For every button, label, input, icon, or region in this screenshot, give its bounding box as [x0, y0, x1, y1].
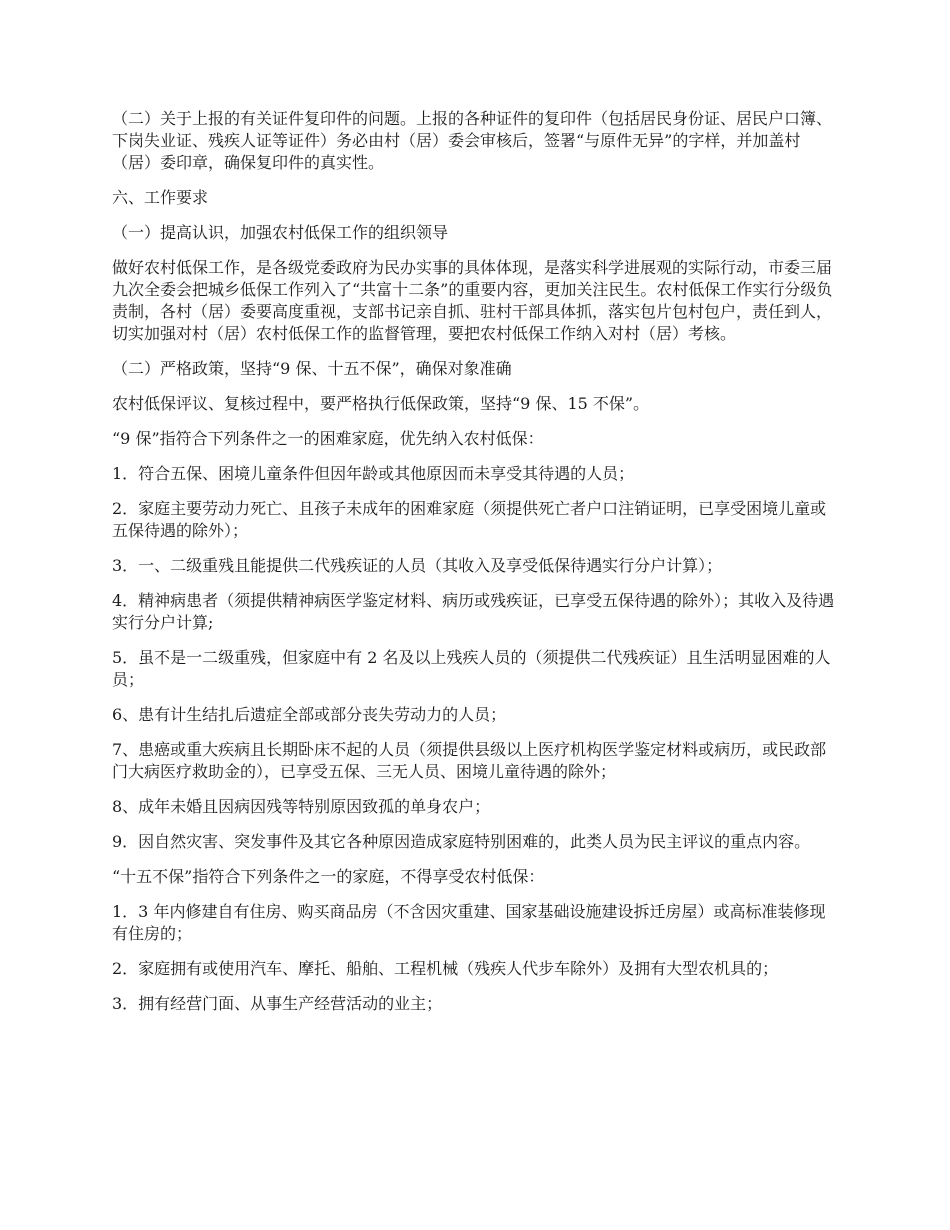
subheading-raise-awareness: （一）提高认识，加强农村低保工作的组织领导	[112, 223, 449, 242]
list-item-exclusion-1: 1．3 年内修建自有住房、购买商品房（不含因灾重建、国家基础设施建设拆迁房屋）或高标准装修现有住房的；	[112, 902, 826, 943]
list-item-exclusion-3: 3．拥有经营门面、从事生产经营活动的业主；	[112, 994, 443, 1013]
list-item-guarantee-2: 2．家庭主要劳动力死亡、且孩子未成年的困难家庭（须提供死亡者户口注销证明，已享受困境儿童或五保待遇的除外）；	[112, 499, 827, 540]
paragraph-nine-guarantees-intro: “9 保”指符合下列条件之一的困难家庭，优先纳入农村低保：	[112, 429, 544, 448]
list-item-guarantee-9: 9．因自然灾害、突发事件及其它各种原因造成家庭特别困难的，此类人员为民主评议的重点内容。	[112, 832, 811, 851]
paragraph-fifteen-exclusions-intro: “十五不保”指符合下列条件之一的家庭，不得享受农村低保：	[112, 867, 545, 886]
subheading-strict-policy: （二）严格政策，坚持“9 保、十五不保”，确保对象准确	[112, 359, 512, 378]
list-item-guarantee-7: 7、患癌或重大疾病且长期卧床不起的人员（须提供县级以上医疗机构医学鉴定材料或病历，或民政部门大病医疗救助金的），已享受五保、三无人员、困境儿童待遇的除外；	[112, 740, 827, 781]
section-heading-work-requirements: 六、工作要求	[112, 188, 209, 207]
paragraph-leadership: 做好农村低保工作，是各级党委政府为民办实事的具体体现，是落实科学进展观的实际行动，市委三届九次全委会把城乡低保工作列入了“共富十二条”的重要内容，更加关注民生。农村低保工作实行分级负责制，各村（居）委要高度重视，支部书记亲自抓、驻村干部具体抓，落实包片包村包户，责任到人，切实加强对村（居）农村低保工作的监督管理，要把农村低保工作纳入对村（居）考核。	[112, 258, 833, 343]
list-item-guarantee-5: 5．虽不是一二级重残，但家庭中有 2 名及以上残疾人员的（须提供二代残疾证）且生活明显困难的人员；	[112, 648, 831, 689]
paragraph-review-process: 农村低保评议、复核过程中，要严格执行低保政策，坚持“9 保、15 不保”。	[112, 394, 650, 413]
list-item-guarantee-6: 6、患有计生结扎后遗症全部或部分丧失劳动力的人员；	[112, 705, 507, 724]
list-item-guarantee-1: 1．符合五保、困境儿童条件但因年龄或其他原因而未享受其待遇的人员；	[112, 464, 635, 483]
list-item-exclusion-2: 2．家庭拥有或使用汽车、摩托、船舶、工程机械（残疾人代步车除外）及拥有大型农机具的；	[112, 959, 779, 978]
document-body	[112, 108, 840, 1028]
paragraph-copies-verification: （二）关于上报的有关证件复印件的问题。上报的各种证件的复印件（包括居民身份证、居民户口簿、下岗失业证、残疾人证等证件）务必由村（居）委会审核后，签署“与原件无异”的字样，并加盖村（居）委印章，确保复印件的真实性。	[112, 109, 833, 172]
list-item-guarantee-4: 4．精神病患者（须提供精神病医学鉴定材料、病历或残疾证，已享受五保待遇的除外）；其收入及待遇实行分户计算;	[112, 591, 835, 632]
list-item-guarantee-8: 8、成年未婚且因病因残等特别原因致孤的单身农户；	[112, 797, 491, 816]
list-item-guarantee-3: 3．一、二级重残且能提供二代残疾证的人员（其收入及享受低保待遇实行分户计算）；	[112, 556, 723, 575]
